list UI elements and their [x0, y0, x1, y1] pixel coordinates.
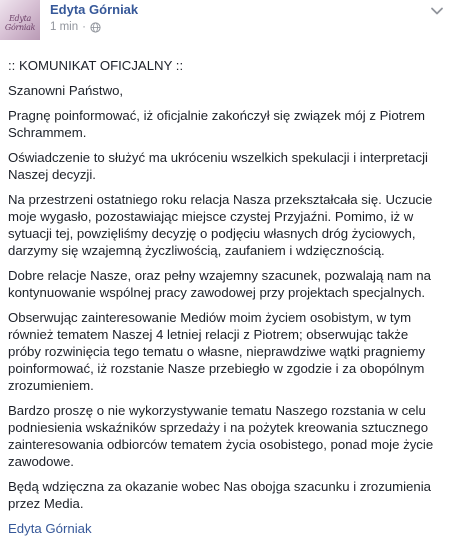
author-name[interactable]: Edyta Górniak	[50, 2, 139, 17]
post-time[interactable]: 1 min	[50, 21, 79, 33]
post-meta	[50, 21, 101, 33]
post-greeting: Szanowni Państwo,	[8, 83, 124, 98]
post-body	[8, 57, 440, 537]
post-header	[0, 0, 450, 46]
post-paragraph: Bardzo proszę o nie wykorzystywanie tematu Naszego rozstania w celu podniesienia wskaźników sprzedaży i na pożytek kreowania sztucznego zainteresowania odbiorców tematem życia osobistego, ponad moje życie zawodowe.	[8, 403, 434, 469]
chevron-down-icon[interactable]	[430, 4, 444, 18]
globe-icon[interactable]	[90, 22, 101, 33]
post-paragraph: Będą wdzięczna za okazanie wobec Nas obojga szacunku i zrozumienia przez Media.	[8, 479, 431, 511]
post-paragraph: Dobre relacje Nasze, oraz pełny wzajemny szacunek, pozwalają nam na kontynuowanie wspólnej pracy zawodowej przy projektach specjalnych.	[8, 268, 431, 300]
post-paragraph: Obserwując zainteresowanie Mediów moim życiem osobistym, w tym również tematem Naszej 4 letniej relacji z Piotrem; obserwując także próby rozwinięcia tego tematu o własne, nieprawdziwe wątki pragniemy poinformować, iż rozstanie Nasze przebiegło w zgodzie i za obopólnym zrozumieniem.	[8, 310, 426, 393]
signature-link[interactable]: Edyta Górniak	[8, 521, 92, 536]
meta-separator: ·	[82, 21, 86, 33]
post-paragraph: Oświadczenie to służyć ma ukróceniu wszelkich spekulacji i interpretacji Naszej decyzji.	[8, 150, 428, 182]
post-heading: :: KOMUNIKAT OFICJALNY ::	[8, 58, 184, 73]
post-paragraph: Pragnę poinformować, iż oficjalnie zakończył się związek mój z Piotrem Schrammem.	[8, 108, 426, 140]
post-paragraph: Na przestrzeni ostatniego roku relacja Nasza przekształcała się. Uczucie moje wygasło, pozostawiając miejsce czystej Przyjaźni. Pomimo, iż w sytuacji tej, powzięliśmy decyzję o podjęciu własnych dróg życiowych, darzymy się wzajemną życzliwością, zaufaniem i wdzięcznością.	[8, 192, 433, 258]
avatar-logo-text: Edyta Górniak	[4, 14, 36, 32]
avatar[interactable]	[0, 0, 40, 40]
